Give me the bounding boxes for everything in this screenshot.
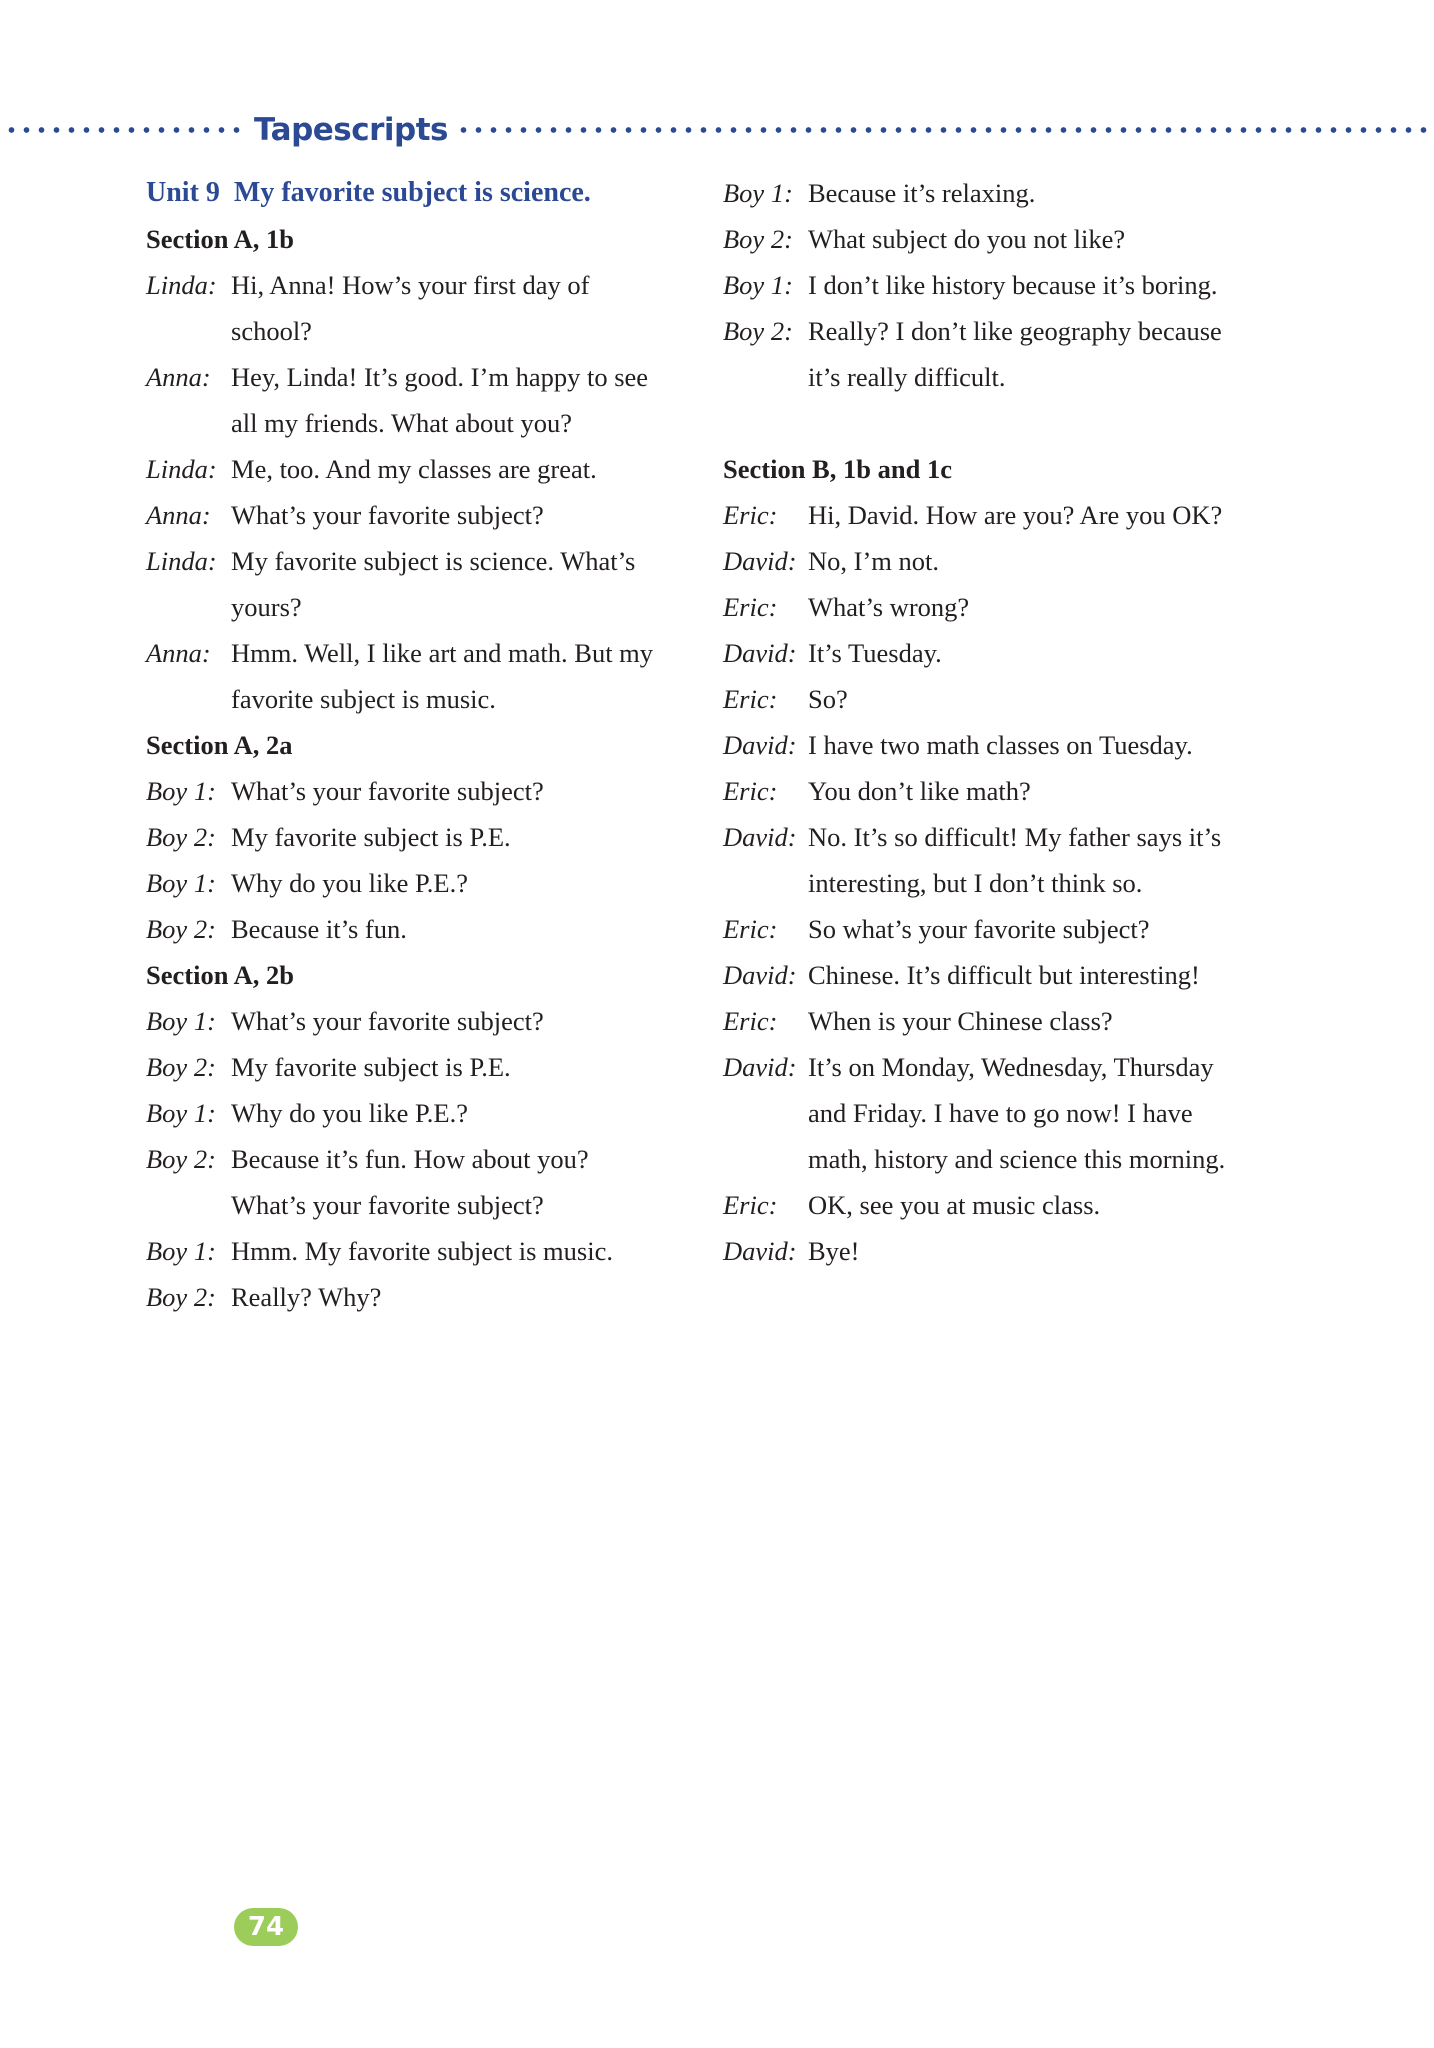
dialogue-text: [231, 1136, 706, 1228]
dialogue-text-line: It’s Tuesday.: [808, 638, 942, 668]
dialogue-text-line: Me, too. And my classes are great.: [231, 454, 597, 484]
speaker-name: David:: [723, 638, 797, 668]
dialogue-text: [231, 492, 706, 538]
speaker-name: Eric:: [723, 1006, 778, 1036]
dialogue-text: [808, 170, 1363, 216]
dialogue-line: [146, 814, 706, 860]
dialogue-line: [146, 906, 706, 952]
dialogue-text-line: all my friends. What about you?: [231, 408, 572, 438]
dialogue-text: [231, 354, 706, 446]
spacer: [723, 400, 1363, 446]
dialogue-text-line: Hmm. My favorite subject is music.: [231, 1236, 613, 1266]
dialogue-text-line: Why do you like P.E.?: [231, 1098, 468, 1128]
dialogue-line: [146, 492, 706, 538]
dialogue-line: [146, 1228, 706, 1274]
speaker-name: Boy 1:: [146, 1098, 216, 1128]
section-heading: Section A, 1b: [146, 224, 294, 254]
speaker-name: Boy 2:: [146, 1052, 216, 1082]
dialogue-text: [231, 998, 706, 1044]
speaker-name: Boy 2:: [146, 1282, 216, 1312]
dialogue-text-line: interesting, but I don’t think so.: [808, 868, 1143, 898]
dialogue-text: [808, 492, 1363, 538]
dialogue-text-line: OK, see you at music class.: [808, 1190, 1101, 1220]
dialogue-text-line: Bye!: [808, 1236, 860, 1266]
dialogue-text-line: and Friday. I have to go now! I have: [808, 1098, 1193, 1128]
dialogue-text: [231, 1228, 706, 1274]
dialogue-text: [808, 1182, 1363, 1228]
dialogue-text-line: So what’s your favorite subject?: [808, 914, 1150, 944]
dialogue-line: [723, 584, 1363, 630]
unit-title: [146, 170, 706, 216]
dialogue-text: [808, 906, 1363, 952]
dialogue-text-line: I don’t like history because it’s boring.: [808, 270, 1218, 300]
dialogue-text-line: What’s your favorite subject?: [231, 1006, 544, 1036]
left-column-body: [146, 216, 706, 1320]
dialogue-line: [723, 262, 1363, 308]
dialogue-line: [723, 676, 1363, 722]
dialogue-text-line: Hi, David. How are you? Are you OK?: [808, 500, 1223, 530]
dialogue-text-line: Hmm. Well, I like art and math. But my: [231, 638, 654, 668]
page-number: 74: [247, 1912, 285, 1942]
dialogue-line: [723, 630, 1363, 676]
speaker-name: Eric:: [723, 592, 778, 622]
dialogue-line: [146, 998, 706, 1044]
speaker-name: Eric:: [723, 776, 778, 806]
speaker-name: Eric:: [723, 1190, 778, 1220]
speaker-name: Boy 1:: [146, 776, 216, 806]
dialogue-line: [146, 1274, 706, 1320]
dialogue-text: [808, 998, 1363, 1044]
dialogue-line: [723, 1228, 1363, 1274]
page-header: [0, 108, 1434, 152]
speaker-name: David:: [723, 1236, 797, 1266]
dialogue-line: [723, 216, 1363, 262]
dialogue-text: [231, 538, 706, 630]
dialogue-text: [808, 768, 1363, 814]
dialogue-text-line: My favorite subject is P.E.: [231, 1052, 511, 1082]
speaker-name: Boy 1:: [146, 1006, 216, 1036]
page-number-badge: [234, 1908, 298, 1946]
speaker-name: Boy 2:: [723, 224, 793, 254]
dialogue-text-line: My favorite subject is science. What’s: [231, 546, 636, 576]
dialogue-text: [808, 1044, 1363, 1182]
dialogue-text-line: it’s really difficult.: [808, 362, 1006, 392]
dialogue-text: [808, 676, 1363, 722]
dialogue-text: [808, 308, 1363, 400]
dialogue-text-line: Why do you like P.E.?: [231, 868, 468, 898]
speaker-name: Boy 1:: [146, 868, 216, 898]
dialogue-text: [231, 860, 706, 906]
header-dots-left: [4, 126, 246, 134]
dialogue-text-line: Because it’s fun. How about you?: [231, 1144, 589, 1174]
dialogue-text-line: Hey, Linda! It’s good. I’m happy to see: [231, 362, 649, 392]
dialogue-line: [723, 768, 1363, 814]
speaker-name: David:: [723, 960, 797, 990]
speaker-name: Linda:: [146, 546, 217, 576]
dialogue-text-line: What’s wrong?: [808, 592, 970, 622]
dialogue-text: [808, 630, 1363, 676]
right-column-body: [723, 170, 1363, 1274]
dialogue-line: [723, 952, 1363, 998]
dialogue-text-line: What subject do you not like?: [808, 224, 1126, 254]
section-heading: Section A, 2a: [146, 730, 293, 760]
speaker-name: Linda:: [146, 270, 217, 300]
dialogue-text: [808, 722, 1363, 768]
dialogue-line: [146, 860, 706, 906]
dialogue-line: [723, 722, 1363, 768]
speaker-name: Boy 1:: [723, 270, 793, 300]
speaker-name: David:: [723, 822, 797, 852]
right-column: [723, 170, 1363, 1274]
dialogue-text: [231, 906, 706, 952]
dialogue-text-line: No, I’m not.: [808, 546, 940, 576]
dialogue-line: [146, 1136, 706, 1228]
dialogue-text-line: What’s your favorite subject?: [231, 1190, 544, 1220]
dialogue-line: [723, 1182, 1363, 1228]
header-dots-right: [456, 126, 1434, 134]
dialogue-text-line: school?: [231, 316, 312, 346]
dialogue-text-line: yours?: [231, 592, 302, 622]
speaker-name: Anna:: [146, 638, 211, 668]
dialogue-text: [808, 538, 1363, 584]
dialogue-line: [146, 354, 706, 446]
dialogue-text-line: Chinese. It’s difficult but interesting!: [808, 960, 1200, 990]
dialogue-text-line: math, history and science this morning.: [808, 1144, 1226, 1174]
dialogue-text: [231, 814, 706, 860]
speaker-name: Eric:: [723, 684, 778, 714]
dialogue-text-line: When is your Chinese class?: [808, 1006, 1113, 1036]
dialogue-line: [146, 446, 706, 492]
dialogue-text-line: What’s your favorite subject?: [231, 776, 544, 806]
left-column: [146, 170, 706, 1320]
dialogue-text-line: Because it’s relaxing.: [808, 178, 1036, 208]
dialogue-line: [723, 998, 1363, 1044]
dialogue-text: [808, 1228, 1363, 1274]
dialogue-line: [723, 308, 1363, 400]
dialogue-text-line: It’s on Monday, Wednesday, Thursday: [808, 1052, 1214, 1082]
dialogue-line: [723, 492, 1363, 538]
speaker-name: David:: [723, 546, 797, 576]
dialogue-line: [723, 814, 1363, 906]
speaker-name: David:: [723, 730, 797, 760]
dialogue-text: [231, 630, 706, 722]
dialogue-line: [723, 1044, 1363, 1182]
dialogue-text: [808, 584, 1363, 630]
dialogue-text-line: Hi, Anna! How’s your first day of: [231, 270, 590, 300]
dialogue-text-line: Really? I don’t like geography because: [808, 316, 1222, 346]
dialogue-text: [231, 1090, 706, 1136]
speaker-name: Boy 2:: [146, 914, 216, 944]
dialogue-text: [231, 768, 706, 814]
dialogue-text: [231, 446, 706, 492]
dialogue-text-line: No. It’s so difficult! My father says it’s: [808, 822, 1222, 852]
speaker-name: Boy 2:: [723, 316, 793, 346]
dialogue-line: [146, 630, 706, 722]
speaker-name: Eric:: [723, 914, 778, 944]
dialogue-line: [146, 1044, 706, 1090]
dialogue-text-line: My favorite subject is P.E.: [231, 822, 511, 852]
dialogue-line: [723, 538, 1363, 584]
dialogue-text: [808, 952, 1363, 998]
speaker-name: Anna:: [146, 362, 211, 392]
speaker-name: David:: [723, 1052, 797, 1082]
dialogue-text-line: What’s your favorite subject?: [231, 500, 544, 530]
speaker-name: Anna:: [146, 500, 211, 530]
section-heading: Section B, 1b and 1c: [723, 454, 952, 484]
dialogue-text: [231, 1044, 706, 1090]
speaker-name: Eric:: [723, 500, 778, 530]
dialogue-text-line: So?: [808, 684, 848, 714]
speaker-name: Boy 1:: [146, 1236, 216, 1266]
speaker-name: Linda:: [146, 454, 217, 484]
dialogue-text-line: Really? Why?: [231, 1282, 382, 1312]
dialogue-text: [808, 814, 1363, 906]
dialogue-line: [723, 170, 1363, 216]
dialogue-text-line: Because it’s fun.: [231, 914, 407, 944]
dialogue-line: [146, 768, 706, 814]
dialogue-text: [808, 216, 1363, 262]
unit-number: Unit 9: [146, 177, 220, 208]
speaker-name: Boy 2:: [146, 1144, 216, 1174]
dialogue-line: [146, 262, 706, 354]
dialogue-text: [231, 1274, 706, 1320]
speaker-name: Boy 1:: [723, 178, 793, 208]
dialogue-text: [231, 262, 706, 354]
dialogue-text-line: I have two math classes on Tuesday.: [808, 730, 1193, 760]
dialogue-line: [146, 1090, 706, 1136]
dialogue-text-line: You don’t like math?: [808, 776, 1031, 806]
speaker-name: Boy 2:: [146, 822, 216, 852]
unit-title-text: My favorite subject is science.: [233, 177, 591, 208]
dialogue-text-line: favorite subject is music.: [231, 684, 496, 714]
dialogue-text: [808, 262, 1363, 308]
dialogue-line: [146, 538, 706, 630]
header-title: Tapescripts: [254, 112, 448, 148]
section-heading: Section A, 2b: [146, 960, 294, 990]
dialogue-line: [723, 906, 1363, 952]
